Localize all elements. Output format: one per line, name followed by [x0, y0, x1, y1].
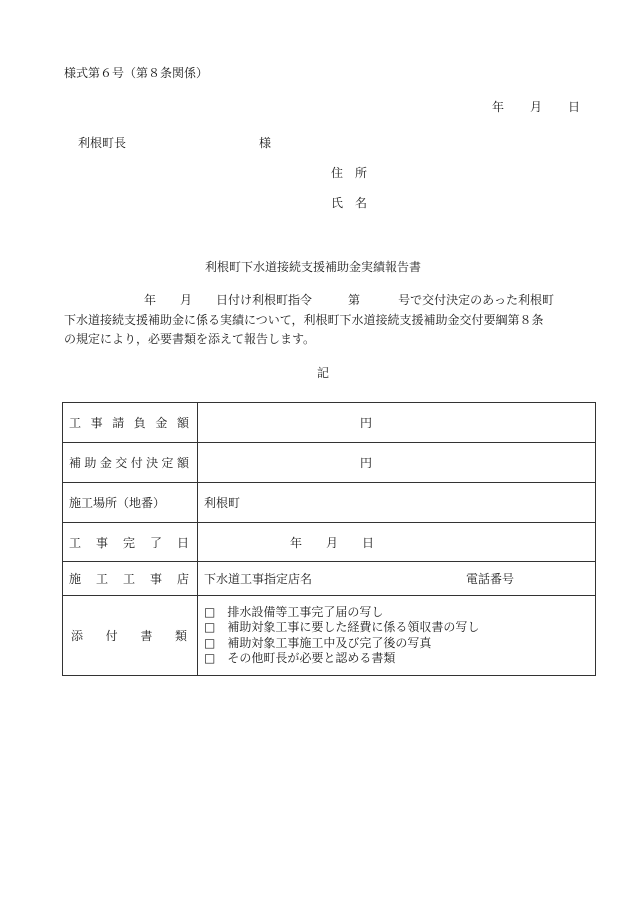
- completion-date-label-char: 完: [122, 535, 135, 550]
- contractor-field[interactable]: [198, 562, 596, 596]
- completion-date-label-char: 事: [95, 535, 108, 550]
- report-table: [62, 402, 596, 676]
- completion-date-label-char: 日: [176, 535, 189, 550]
- subsidy-decision-label-char: 額: [176, 456, 189, 470]
- completion-year: 年: [290, 535, 303, 550]
- attachments-label-char: 書: [140, 629, 153, 643]
- subsidy-decision-label-char: 定: [161, 456, 174, 470]
- submission-date: [492, 100, 580, 114]
- contractor-label-char: 工: [95, 572, 108, 586]
- attachments-label-char: 付: [105, 629, 118, 643]
- subsidy-decision-yen: 円: [360, 456, 373, 470]
- contract-amount-label-char: 金: [155, 416, 168, 430]
- body-rest: 号で交付決定のあった利根町: [398, 293, 554, 307]
- construction-site-label: [63, 483, 198, 523]
- contract-amount-label-char: 請: [112, 416, 125, 430]
- attachment-checkbox-item[interactable]: □ 補助対象工事施工中及び完了後の写真: [204, 635, 432, 650]
- body-year: 年: [144, 293, 157, 307]
- honorific: 様: [259, 136, 272, 150]
- subsidy-decision-label-char: 付: [130, 456, 143, 470]
- completion-month: 月: [326, 535, 339, 550]
- completion-date-label-char: 了: [149, 535, 162, 550]
- attachments-label-char: 添: [71, 629, 84, 643]
- contractor-phone-label: 電話番号: [466, 572, 515, 586]
- address-label: 住 所: [331, 166, 368, 180]
- subsidy-decision-label-char: 決: [146, 456, 159, 470]
- body-dai: 第: [348, 293, 361, 307]
- table-row: [63, 403, 596, 443]
- form-number: 様式第６号（第８条関係）: [64, 66, 209, 80]
- completion-day: 日: [362, 535, 375, 550]
- attachments-list: [198, 596, 596, 676]
- contract-amount-label: [63, 403, 198, 443]
- construction-site-label-text: 施工場所（地番）: [69, 496, 166, 510]
- date-year-label: 年: [492, 100, 505, 114]
- completion-date-label: [63, 523, 198, 562]
- table-row: [63, 523, 596, 562]
- table-row: [63, 596, 596, 676]
- subsidy-decision-label-char: 補: [69, 456, 82, 470]
- subsidy-decision-field[interactable]: [198, 443, 596, 483]
- document-title: 利根町下水道接続支援補助金実績報告書: [205, 260, 422, 274]
- report-body: [64, 291, 596, 350]
- construction-site-value: 利根町: [204, 496, 241, 510]
- body-line-3: の規定により，必要書類を添えて報告します。: [64, 332, 316, 346]
- completion-date-label-char: 工: [69, 535, 82, 550]
- attachments-label-char: 類: [174, 629, 187, 643]
- addressee: 利根町長: [78, 136, 127, 150]
- subsidy-decision-label: [63, 443, 198, 483]
- attachment-checkbox-item[interactable]: □ 排水設備等工事完了届の写し: [204, 604, 384, 619]
- contract-amount-label-char: 事: [90, 416, 103, 430]
- attachment-checkbox-item[interactable]: □ 補助対象工事に要した経費に係る領収書の写し: [204, 620, 480, 634]
- table-row: [63, 443, 596, 483]
- contract-amount-yen: 円: [360, 416, 373, 430]
- body-month: 月: [180, 293, 193, 307]
- contract-amount-label-char: 額: [176, 416, 189, 430]
- contractor-label-char: 工: [122, 572, 135, 586]
- construction-site-field[interactable]: [198, 483, 596, 523]
- date-day-label: 日: [568, 100, 581, 114]
- contractor-store-label: 下水道工事指定店名: [204, 572, 313, 586]
- subsidy-decision-label-char: 助: [84, 456, 97, 470]
- attachment-checkbox-item[interactable]: □ その他町長が必要と認める書類: [204, 651, 396, 665]
- body-date-suffix: 日付け利根町指令: [216, 293, 313, 307]
- contractor-label-char: 店: [176, 572, 189, 586]
- contract-amount-label-char: 工: [69, 416, 82, 430]
- contractor-label: [63, 562, 198, 596]
- subsidy-decision-label-char: 交: [115, 456, 128, 470]
- name-label: 氏 名: [331, 196, 368, 210]
- table-row: [63, 483, 596, 523]
- contract-amount-label-char: 負: [133, 416, 146, 430]
- contractor-label-char: 施: [69, 572, 82, 586]
- attachments-label: [63, 596, 198, 676]
- table-row: [63, 562, 596, 596]
- body-line-2: 下水道接続支援補助金に係る実績について，利根町下水道接続支援補助金交付要綱第８条: [64, 312, 544, 327]
- ki-mark: 記: [317, 366, 330, 380]
- body-line-1: [64, 291, 596, 311]
- contract-amount-field[interactable]: [198, 403, 596, 443]
- subsidy-decision-label-char: 金: [99, 456, 112, 470]
- completion-date-field[interactable]: [198, 523, 596, 562]
- contractor-label-char: 事: [149, 572, 162, 586]
- date-month-label: 月: [530, 100, 543, 114]
